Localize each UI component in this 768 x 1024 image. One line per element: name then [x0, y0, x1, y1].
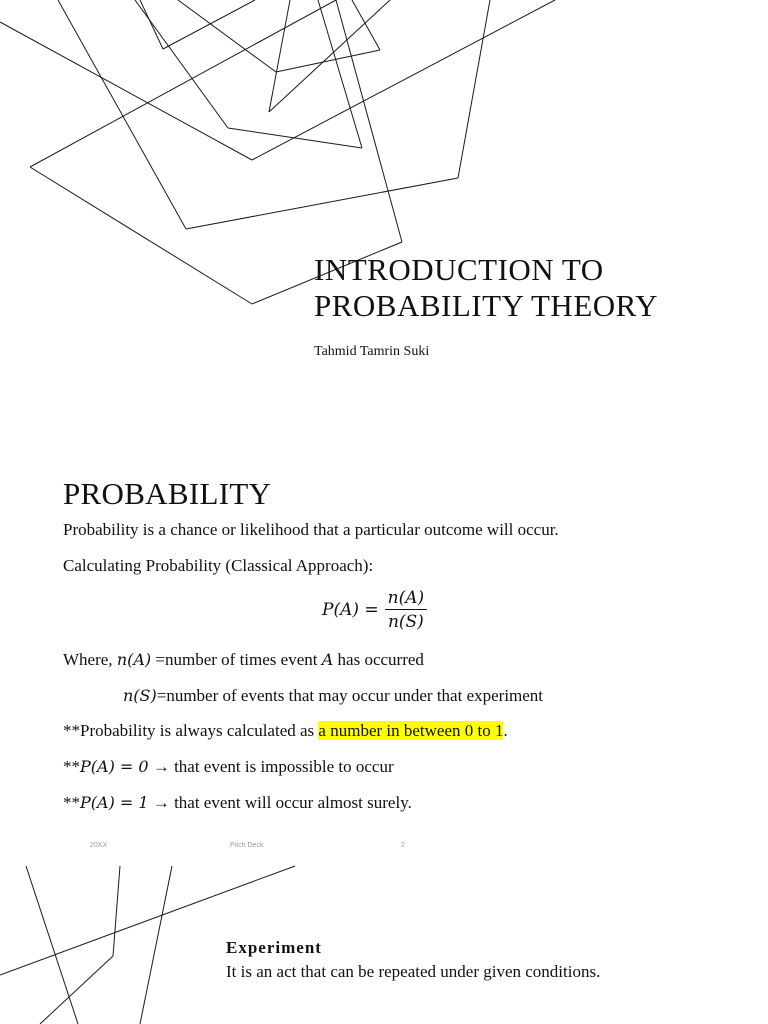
note-impossible [63, 757, 394, 777]
event-A-symbol: A [321, 650, 334, 669]
nS-line [123, 686, 543, 706]
nA-symbol: n(A) [116, 650, 152, 669]
title-line-1: INTRODUCTION TO [314, 252, 604, 287]
deco-line [0, 22, 252, 160]
title-line-2: PROBABILITY THEORY [314, 288, 658, 323]
deco-line [58, 0, 186, 229]
deco-line [352, 0, 380, 50]
experiment-slide [0, 860, 768, 1024]
deco-line [228, 128, 362, 148]
note-certain [63, 793, 412, 813]
deco-line [140, 866, 172, 1024]
where-text-b: has occurred [333, 650, 424, 669]
approach-label: Calculating Probability (Classical Approach): [63, 556, 374, 575]
where-prefix: Where, [63, 650, 117, 669]
note3-text: → that event will occur almost surely. [148, 793, 412, 812]
presentation-title [314, 252, 658, 324]
footer-page-number: 2 [401, 842, 405, 849]
deco-line [336, 0, 402, 242]
footer-date: 20XX [90, 842, 108, 849]
deco-line [186, 178, 458, 229]
deco-line [113, 866, 120, 956]
experiment-heading: Experiment [226, 938, 322, 957]
experiment-definition: It is an act that can be repeated under given conditions. [226, 962, 601, 981]
formula-denominator: n(S) [387, 612, 424, 632]
deco-line [178, 0, 276, 72]
deco-line [318, 0, 362, 148]
footer-title: Pitch Deck [230, 842, 264, 849]
note2-text: → that event is impossible to occur [148, 757, 394, 776]
note-range [63, 721, 508, 741]
deco-line [26, 866, 78, 1024]
title-slide [0, 0, 768, 430]
formula-lhs: P(A) = [322, 600, 379, 620]
slide-heading: PROBABILITY [63, 476, 272, 511]
note3-math: P(A) = 1 [80, 793, 149, 812]
deco-line [40, 956, 113, 1024]
decorative-lines [0, 860, 768, 1024]
note2-prefix: ** [63, 757, 80, 776]
nS-symbol: n(S) [123, 686, 157, 705]
formula-numerator: n(A) [385, 588, 428, 610]
where-text-a: =number of times event [151, 650, 322, 669]
deco-line [276, 50, 380, 72]
deco-line [30, 167, 252, 304]
probability-slide [0, 430, 768, 860]
where-line [63, 650, 424, 670]
decorative-lines [0, 0, 768, 430]
author-name: Tahmid Tamrin Suki [314, 344, 430, 359]
deco-line [458, 0, 490, 178]
deco-line [252, 0, 555, 160]
note3-prefix: ** [63, 793, 80, 812]
deco-line [140, 0, 163, 49]
nS-text: =number of events that may occur under that experiment [156, 686, 544, 705]
deco-line [30, 0, 336, 167]
note1-prefix: **Probability is always calculated as [63, 721, 319, 740]
deco-line [163, 0, 255, 49]
note1-suffix: . [503, 721, 508, 740]
probability-formula [322, 588, 427, 632]
formula-fraction [385, 588, 428, 632]
highlighted-range: a number in between 0 to 1 [318, 721, 504, 740]
note2-math: P(A) = 0 [80, 757, 149, 776]
definition-text: Probability is a chance or likelihood that a particular outcome will occur. [63, 520, 559, 539]
